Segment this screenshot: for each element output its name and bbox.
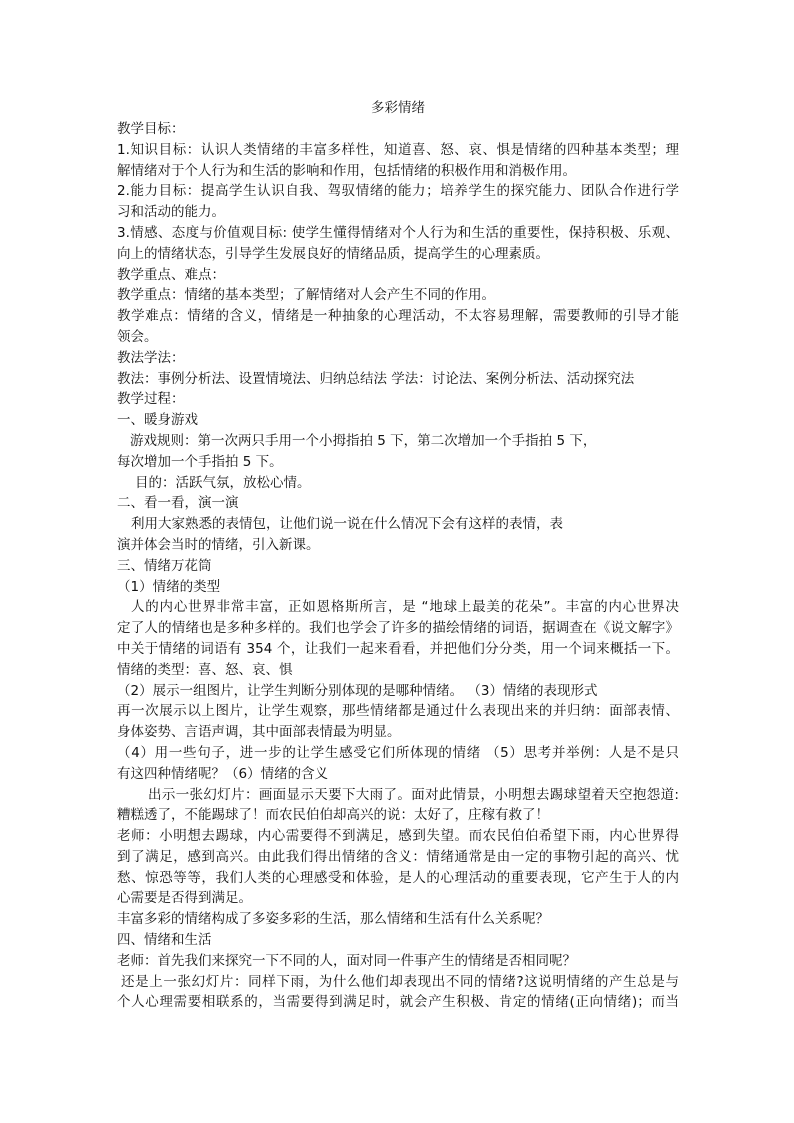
- text-line: 丰富多彩的情绪构成了多姿多彩的生活，那么情绪和生活有什么关系呢？: [117, 911, 549, 928]
- text-line: 愁、惊恐等等，我们人类的心理感受和体验，是人的心理活动的重要表现，它产生于人的内: [117, 869, 679, 886]
- text-line: 身体姿势、言语声调，其中面部表情最为明显。: [117, 724, 401, 741]
- text-line: 人的内心世界非常丰富，正如恩格斯所言，是 “地球上最美的花朵”。丰富的内心世界决: [131, 599, 679, 616]
- heading-teaching-goals: 教学目标：: [117, 121, 185, 137]
- section-heading: 一、暖身游戏: [117, 412, 198, 429]
- text-line: 解情绪对于个人行为和生活的影响和作用，包括情绪的积极作用和消极作用。: [117, 162, 576, 179]
- text-line: 利用大家熟悉的表情包，让他们说一说在什么情况下会有这样的表情，表: [131, 516, 563, 533]
- text-line: 个人心理需要相联系的，当需要得到满足时，就会产生积极、肯定的情绪(正向情绪)；而当: [117, 994, 679, 1011]
- text-line: 每次增加一个手指拍 5 下。: [117, 453, 283, 470]
- text-line: 到了满足，感到高兴。由此我们得出情绪的含义：情绪通常是由一定的事物引起的高兴、忧: [117, 848, 679, 865]
- text-line: 教学难点：情绪的含义，情绪是一种抽象的心理活动，不太容易理解，需要教师的引导才能: [117, 308, 679, 325]
- heading-key-points: 教学重点、难点：: [117, 266, 225, 283]
- text-line: 情绪的类型：喜、怒、哀、惧: [117, 661, 293, 678]
- text-line: 游戏规则：第一次两只手用一个小拇指拍 5 下，第二次增加一个手指拍 5 下，: [130, 432, 597, 449]
- text-line: 向上的情绪状态，引导学生发展良好的情绪品质，提高学生的心理素质。: [117, 245, 549, 262]
- text-line: 1.知识目标：认识人类情绪的丰富多样性，知道喜、怒、哀、惧是情绪的四种基本类型；理: [117, 141, 679, 158]
- heading-process: 教学过程：: [117, 391, 185, 408]
- section-heading: 二、看一看，演一演: [117, 495, 239, 512]
- text-line: 糟糕透了，不能踢球了！而农民伯伯却高兴的说：太好了，庄稼有救了！: [117, 807, 549, 824]
- text-line: 出示一张幻灯片：画面显示天要下大雨了。面对此情景，小明想去踢球望着天空抱怨道:: [148, 786, 679, 803]
- section-heading: 三、情绪万花筒: [117, 557, 212, 574]
- section-heading: 四、情绪和生活: [117, 932, 212, 949]
- text-line: 3.情感、态度与价值观目标: 使学生懂得情绪对个人行为和生活的重要性，保持积极、乐观、: [117, 224, 679, 241]
- text-line: 老师：首先我们来探究一下不同的人，面对同一件事产生的情绪是否相同呢？: [117, 952, 576, 969]
- text-line: 老师：小明想去踢球，内心需要得不到满足，感到失望。而农民伯伯希望下雨，内心世界得: [117, 828, 679, 845]
- text-line: 教法：事例分析法、设置情境法、归纳总结法 学法：讨论法、案例分析法、活动探究法: [117, 370, 635, 387]
- subsection-heading: （1）情绪的类型: [117, 578, 221, 595]
- document-title: 多彩情绪: [371, 100, 425, 116]
- text-line: 再一次展示以上图片，让学生观察，那些情绪都是通过什么表现出来的并归纳：面部表情、: [117, 703, 679, 720]
- text-line: 目的：活跃气氛，放松心情。: [135, 474, 311, 491]
- text-line: 心需要是否得到满足。: [117, 890, 252, 907]
- text-line: 有这四种情绪呢？（6）情绪的含义: [117, 765, 329, 782]
- text-line: （4）用一些句子，进一步的让学生感受它们所体现的情绪 （5）思考并举例：人是不是只: [117, 744, 679, 761]
- text-line: 教学重点：情绪的基本类型；了解情绪对人会产生不同的作用。: [117, 287, 495, 304]
- text-line: 定了人的情绪也是多种多样的。我们也学会了许多的描绘情绪的词语，据调查在《说文解字》: [117, 620, 679, 637]
- text-line: 2.能力目标：提高学生认识自我、驾驭情绪的能力；培养学生的探究能力、团队合作进行学: [117, 183, 679, 200]
- text-line: 习和活动的能力。: [117, 204, 225, 221]
- text-line: 领会。: [117, 328, 158, 345]
- text-line: 还是上一张幻灯片：同样下雨，为什么他们却表现出不同的情绪?这说明情绪的产生总是与: [121, 973, 679, 990]
- text-line: 演并体会当时的情绪，引入新课。: [117, 536, 320, 553]
- document-page: [117, 98, 679, 1013]
- text-line: 中关于情绪的词语有 354 个，让我们一起来看看，并把他们分分类，用一个词来概括一下。: [117, 640, 679, 657]
- heading-methods: 教法学法：: [117, 349, 185, 366]
- text-line: （2）展示一组图片，让学生判断分别体现的是哪种情绪。 （3）情绪的表现形式: [117, 682, 598, 699]
